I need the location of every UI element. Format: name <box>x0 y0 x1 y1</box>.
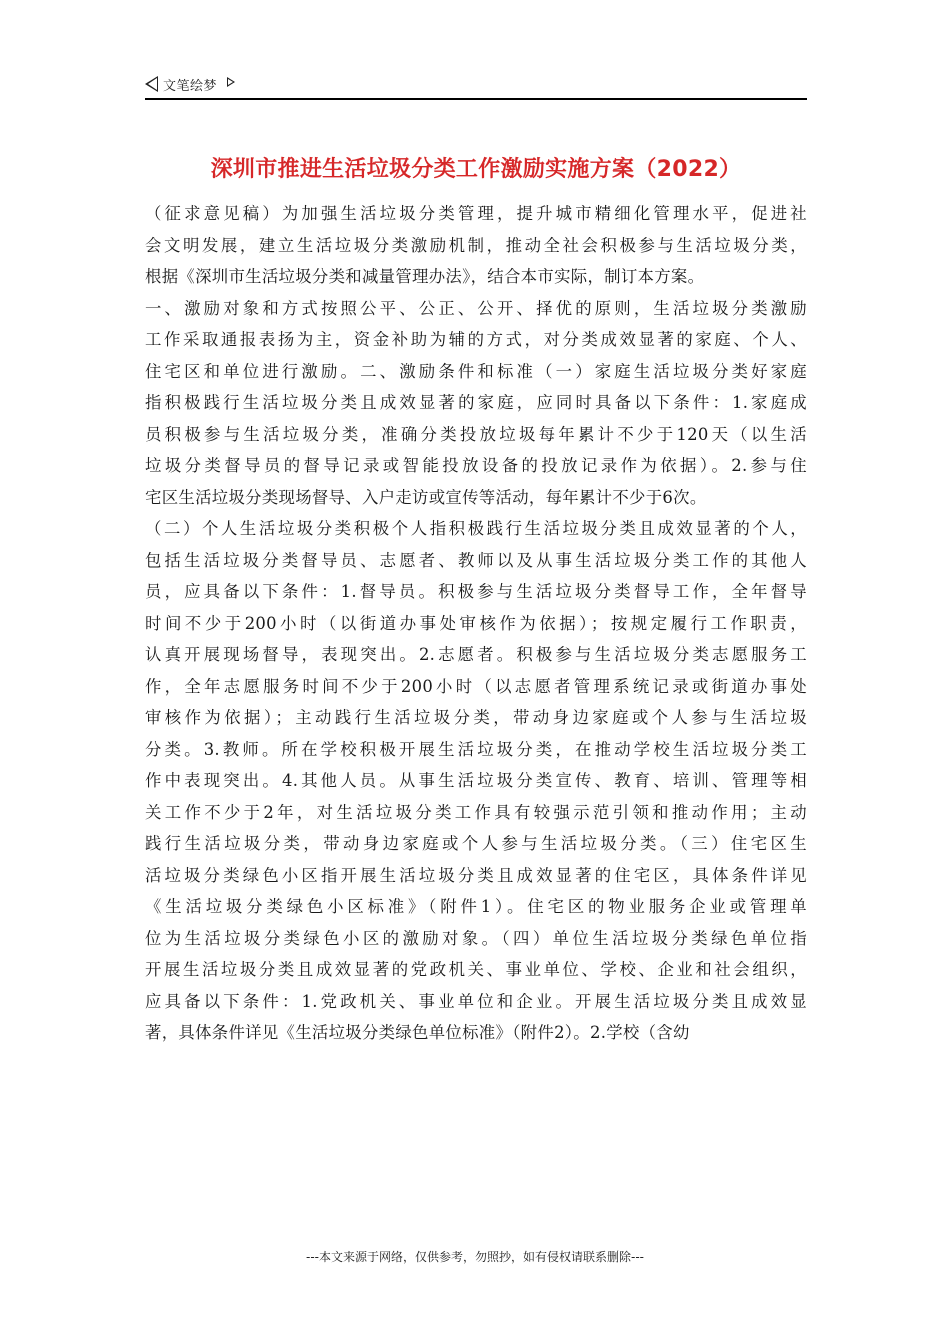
body-line: 活垃圾分类绿色小区指开展生活垃圾分类且成效显著的住宅区，具体条件详见 <box>145 865 807 885</box>
body-line: 著，具体条件详见《生活垃圾分类绿色单位标准》（附件2）。2.学校（含幼 <box>145 1023 690 1042</box>
brand <box>145 74 235 94</box>
body-line: 会文明发展，建立生活垃圾分类激励机制，推动全社会积极参与生活垃圾分类， <box>145 235 807 255</box>
body-line: 员积极参与生活垃圾分类，准确分类投放垃圾每年累计不少于120天（以生活 <box>145 424 807 444</box>
body-line: 审核作为依据）；主动践行生活垃圾分类，带动身边家庭或个人参与生活垃圾 <box>145 708 807 727</box>
body-line: 宅区生活垃圾分类现场督导、入户走访或宣传等活动，每年累计不少于6次。 <box>145 487 707 507</box>
page-header <box>145 74 807 100</box>
body-line: 位为生活垃圾分类绿色小区的激励对象。（四）单位生活垃圾分类绿色单位指 <box>145 928 807 948</box>
body-line: 根据《深圳市生活垃圾分类和减量管理办法》，结合本市实际，制订本方案。 <box>145 267 705 286</box>
triangle-left-icon <box>145 76 158 92</box>
document-title: 深圳市推进生活垃圾分类工作激励实施方案（2022） <box>210 157 742 182</box>
body-line: 践行生活垃圾分类，带动身边家庭或个人参与生活垃圾分类。（三）住宅区生 <box>145 834 807 853</box>
body-line: 时间不少于200小时（以街道办事处审核作为依据）；按规定履行工作职责， <box>145 613 807 633</box>
body-line: （二）个人生活垃圾分类积极个人指积极践行生活垃圾分类且成效显著的个人， <box>145 519 807 538</box>
body-line: 住宅区和单位进行激励。二、激励条件和标准（一）家庭生活垃圾分类好家庭 <box>145 361 807 381</box>
body-line: 应具备以下条件：1.党政机关、事业单位和企业。开展生活垃圾分类且成效显 <box>145 991 807 1011</box>
body-line: 作中表现突出。4.其他人员。从事生活垃圾分类宣传、教育、培训、管理等相 <box>145 771 807 790</box>
body-line: 指积极践行生活垃圾分类且成效显著的家庭，应同时具备以下条件：1.家庭成 <box>145 393 807 412</box>
triangle-right-icon <box>227 77 235 87</box>
body-line: 分类。3.教师。所在学校积极开展生活垃圾分类，在推动学校生活垃圾分类工 <box>145 739 807 759</box>
body-line: 员，应具备以下条件：1.督导员。积极参与生活垃圾分类督导工作，全年督导 <box>145 582 807 601</box>
body-line: （征求意见稿）为加强生活垃圾分类管理，提升城市精细化管理水平，促进社 <box>145 204 807 223</box>
body-line: 《生活垃圾分类绿色小区标准》（附件1）。住宅区的物业服务企业或管理单 <box>145 897 807 916</box>
footer-disclaimer: ---本文来源于网络，仅供参考，勿照抄，如有侵权请联系删除--- <box>306 1250 644 1264</box>
body-line: 工作采取通报表扬为主，资金补助为辅的方式，对分类成效显著的家庭、个人、 <box>145 330 807 349</box>
brand-name: 文笔绘梦 <box>163 78 218 94</box>
body-line: 作，全年志愿服务时间不少于200小时（以志愿者管理系统记录或街道办事处 <box>145 676 807 696</box>
body-line: 认真开展现场督导，表现突出。2.志愿者。积极参与生活垃圾分类志愿服务工 <box>145 645 807 664</box>
body-line: 关工作不少于2年，对生活垃圾分类工作具有较强示范引领和推动作用；主动 <box>145 802 807 822</box>
body-line: 包括生活垃圾分类督导员、志愿者、教师以及从事生活垃圾分类工作的其他人 <box>145 550 807 570</box>
document-body <box>145 198 807 1049</box>
body-line: 垃圾分类督导员的督导记录或智能投放设备的投放记录作为依据）。2.参与住 <box>145 456 807 475</box>
body-line: 一、激励对象和方式按照公平、公正、公开、择优的原则，生活垃圾分类激励 <box>145 298 807 318</box>
body-line: 开展生活垃圾分类且成效显著的党政机关、事业单位、学校、企业和社会组织， <box>145 960 807 979</box>
